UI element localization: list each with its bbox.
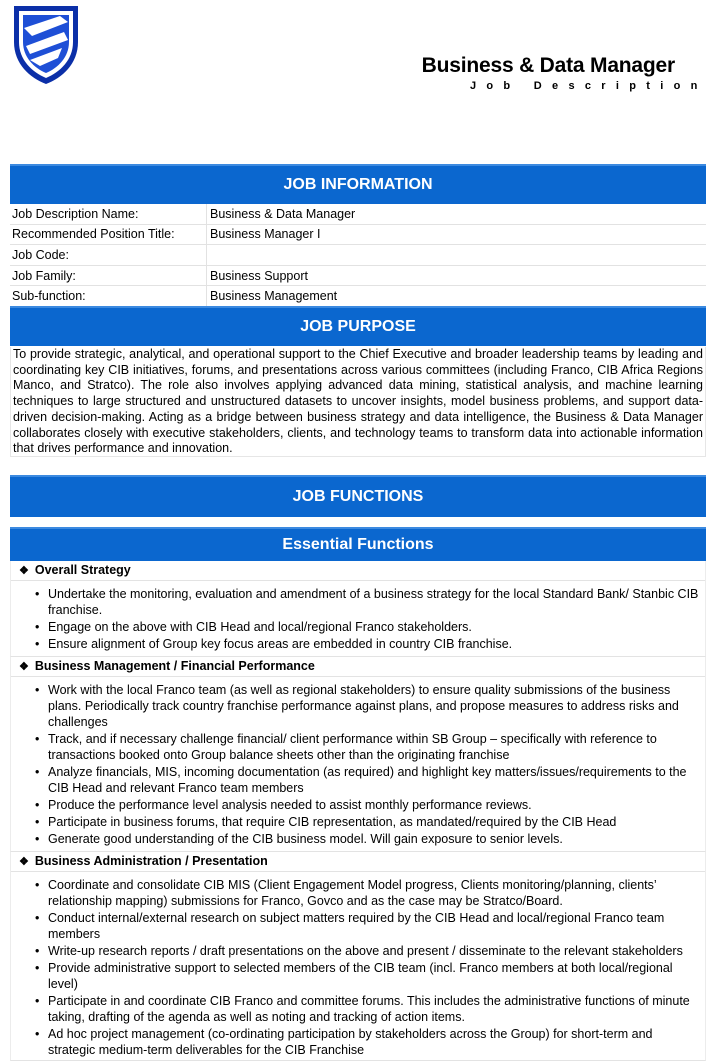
row-label: Job Family:: [10, 265, 207, 286]
list-item: • Ad hoc project management (co-ordinating participation by stakeholders across the Group) for short-term and strategic medium-term deliverables for the CIB Franchise: [48, 1026, 705, 1058]
row-value: Business Manager I: [207, 224, 707, 245]
row-label: Job Code:: [10, 245, 207, 266]
job-purpose-text: To provide strategic, analytical, and operational support to the Chief Executive and broader leadership teams by leading and coordinating key CIB initiatives, forums, and presentations across various committees (including Franco, CIB Africa Regions Manco, and Stratco). The role also involves applying advanced data mining, statistical analysis, and machine learning techniques to large structured and unstructured datasets to uncover insights, model business problems, and support data-driven decision-making. Acting as a bridge between business strategy and data intelligence, the Business & Data Manager collaborates closely with executive stakeholders, clients, and technology teams to transform data into actionable information that drives performance and innovation.: [10, 347, 706, 457]
list-item: • Work with the local Franco team (as well as regional stakeholders) to ensure quality submissions of the business plans. Periodically track country franchise performance against plans, and propose measures to address risks and challenges: [48, 682, 705, 730]
row-value: [207, 245, 707, 266]
section-title: Business Administration / Presentation: [34, 854, 268, 868]
list-item: • Participate in and coordinate CIB Franco and committee forums. This includes the administrative functions of minute taking, drafting of the agenda as well as noting and tracking of action items.: [48, 993, 705, 1025]
row-value: Business & Data Manager: [207, 204, 707, 224]
essential-functions-heading: Essential Functions: [10, 527, 706, 561]
list-item: • Coordinate and consolidate CIB MIS (Client Engagement Model progress, Clients monitoring/planning, clients’ relationship mapping) submissions for Franco, Govco and as the case may be Stratco/Board.: [48, 877, 705, 909]
essential-functions-list: [10, 561, 706, 1061]
section-title: Business Management / Financial Performance: [34, 659, 315, 673]
list-item: • Engage on the above with CIB Head and local/regional Franco stakeholders.: [48, 619, 705, 635]
section-heading: [11, 852, 705, 872]
section-title: Overall Strategy: [34, 563, 131, 577]
list-item: • Write-up research reports / draft presentations on the above and present / disseminate to the relevant stakeholders: [48, 943, 705, 959]
row-value: Business Management: [207, 286, 707, 307]
list-item: • Track, and if necessary challenge financial/ client performance within SB Group – specifically with reference to transactions booked onto Group balance sheets other than the originating franchise: [48, 731, 705, 763]
row-value: Business Support: [207, 265, 707, 286]
diamond-bullet-icon: ❖: [19, 856, 29, 868]
list-item: • Ensure alignment of Group key focus areas are embedded in country CIB franchise.: [48, 636, 705, 652]
row-label: Sub-function:: [10, 286, 207, 307]
job-information-table: [10, 204, 706, 307]
row-label: Recommended Position Title:: [10, 224, 207, 245]
list-item: • Participate in business forums, that require CIB representation, as mandated/required by the CIB Head: [48, 814, 705, 830]
list-item: • Analyze financials, MIS, incoming documentation (as required) and highlight key matters/issues/requirements to the CIB Head and relevant Franco team members: [48, 764, 705, 796]
section-heading: [11, 561, 705, 581]
job-functions-heading: JOB FUNCTIONS: [10, 475, 706, 517]
job-purpose-heading: JOB PURPOSE: [10, 306, 706, 346]
section-business-administration: [10, 852, 706, 1061]
list-item: • Undertake the monitoring, evaluation and amendment of a business strategy for the local Standard Bank/ Stanbic CIB franchise.: [48, 586, 705, 618]
section-business-management: [10, 657, 706, 852]
standard-bank-shield-logo: [10, 2, 82, 86]
list-item: • Generate good understanding of the CIB business model. Will gain exposure to senior levels.: [48, 831, 705, 847]
list-item: • Produce the performance level analysis needed to assist monthly performance reviews.: [48, 797, 705, 813]
table-row: [10, 245, 706, 266]
section-overall-strategy: [10, 561, 706, 657]
table-row: [10, 286, 706, 307]
list-item: • Provide administrative support to selected members of the CIB team (incl. Franco members at both local/regional level): [48, 960, 705, 992]
table-row: [10, 265, 706, 286]
job-information-heading: JOB INFORMATION: [10, 164, 706, 204]
list-item: • Conduct internal/external research on subject matters required by the CIB Head and local/regional Franco team members: [48, 910, 705, 942]
section-heading: [11, 657, 705, 677]
document-title: Business & Data Manager: [421, 54, 675, 77]
document-subtitle: Job Description: [470, 80, 708, 92]
row-label: Job Description Name:: [10, 204, 207, 224]
table-row: [10, 224, 706, 245]
table-row: [10, 204, 706, 224]
diamond-bullet-icon: ❖: [19, 661, 29, 673]
diamond-bullet-icon: ❖: [19, 565, 29, 577]
